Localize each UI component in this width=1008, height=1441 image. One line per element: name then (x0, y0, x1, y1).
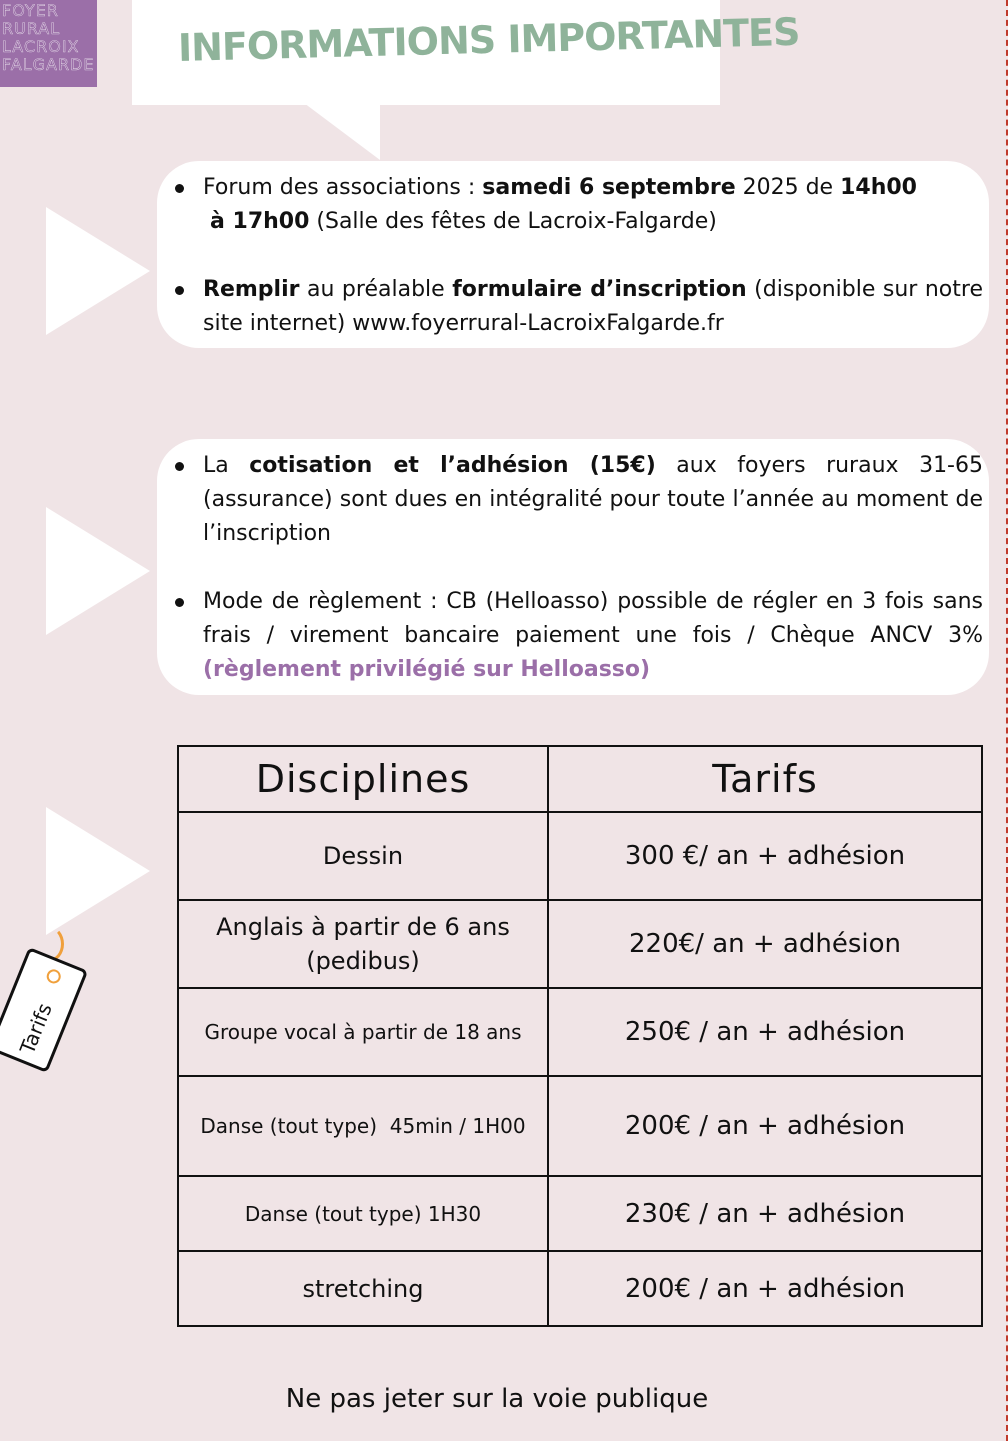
discipline-cell: Danse (tout type) 45min / 1H00 (178, 1076, 548, 1176)
info-card-payment (157, 439, 989, 695)
forum-end: à 17h00 (210, 209, 310, 234)
footer-notice (0, 1384, 994, 1414)
logo-line: FALGARDE (2, 55, 95, 74)
info-card-forum (157, 161, 989, 348)
tag-hole (45, 967, 63, 985)
header-disciplines: Disciplines (178, 746, 548, 812)
footer-text: Ne pas jeter sur la voie publique (285, 1384, 709, 1414)
arrow-icon (46, 207, 150, 335)
table-row (178, 1251, 982, 1326)
price-tag-icon (0, 947, 88, 1073)
logo (0, 0, 97, 87)
fill-rest: (disponible sur notre site internet) www.foyerrural-LacroixFalgarde.fr (203, 277, 983, 336)
page-title: INFORMATIONS IMPORTANTES (177, 9, 800, 70)
fill-form: formulaire d’inscription (452, 277, 747, 302)
cot-prefix: La (203, 453, 250, 478)
tag-label: Tarifs (14, 999, 57, 1058)
pay-note: (règlement privilégié sur Helloasso) (203, 657, 651, 682)
logo-line: LACROIX (2, 37, 80, 56)
tarif-cell: 230€ / an + adhésion (548, 1176, 982, 1251)
forum-start: 14h00 (840, 175, 917, 200)
list-item-payment-mode (203, 585, 983, 687)
table-header-row (178, 746, 982, 812)
cot-bold: cotisation et l’adhésion (15€) (249, 453, 656, 478)
table-row (178, 812, 982, 900)
discipline-cell: Danse (tout type) 1H30 (178, 1176, 548, 1251)
discipline-cell: Groupe vocal à partir de 18 ans (178, 988, 548, 1076)
table-row (178, 1076, 982, 1176)
header-tarifs: Tarifs (548, 746, 982, 812)
discipline-cell: Dessin (178, 812, 548, 900)
forum-place: (Salle des fêtes de Lacroix-Falgarde) (309, 209, 717, 234)
logo-line: RURAL (2, 19, 61, 38)
fill-mid: au préalable (299, 277, 453, 302)
discipline-cell: Anglais à partir de 6 ans (pedibus) (178, 900, 548, 988)
list-item-cotisation (203, 449, 983, 551)
list-item-registration (203, 273, 983, 341)
arrow-icon (46, 507, 150, 635)
logo-line: FOYER (2, 1, 59, 20)
fill-bold: Remplir (203, 277, 300, 302)
tarif-cell: 200€ / an + adhésion (548, 1076, 982, 1176)
table-row (178, 988, 982, 1076)
forum-mid: 2025 de (735, 175, 841, 200)
pay-text: Mode de règlement : CB (Helloasso) possible de régler en 3 fois sans frais / virement bancaire paiement une fois / Chèque ANCV 3% (203, 589, 983, 648)
table-row (178, 900, 982, 988)
cot-rest: aux foyers ruraux 31-65 (assurance) sont dues en intégralité pour toute l’année au moment de l’inscription (203, 453, 983, 546)
tarifs-table (177, 745, 983, 1327)
forum-prefix: Forum des associations : (203, 175, 483, 200)
title-bubble-tail (300, 100, 380, 160)
tarif-cell: 250€ / an + adhésion (548, 988, 982, 1076)
arrow-icon (46, 807, 150, 935)
list-item-forum (203, 171, 983, 239)
tarif-cell: 200€ / an + adhésion (548, 1251, 982, 1326)
forum-date: samedi 6 septembre (482, 175, 736, 200)
discipline-cell: stretching (178, 1251, 548, 1326)
tarif-cell: 220€/ an + adhésion (548, 900, 982, 988)
table-row (178, 1176, 982, 1251)
tarif-cell: 300 €/ an + adhésion (548, 812, 982, 900)
